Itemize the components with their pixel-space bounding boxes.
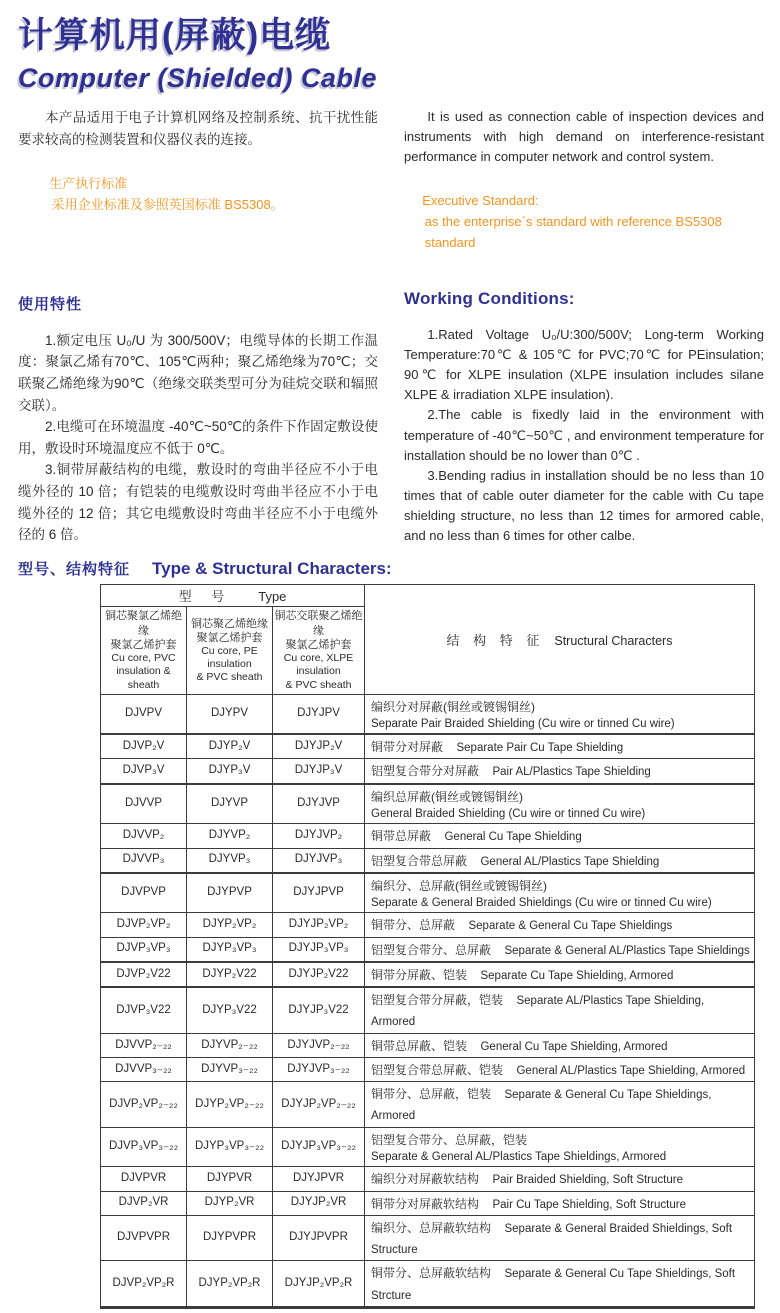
structure-desc-zh: 铝塑复合带分屏蔽，铠装 [371,993,504,1008]
type-pe-cell: DJYVP [187,784,273,824]
type-pe-cell: DJYPVPR [187,1215,273,1261]
table-row [101,1082,755,1128]
page-title-en: Computer (Shielded) Cable [18,63,378,93]
struct-header-en: Structural Characters [554,633,673,648]
table-row [101,824,755,848]
structure-desc-cell [365,1082,755,1128]
type-pe-cell: DJYP₂V22 [187,962,273,987]
usage-list-zh [18,330,378,546]
structure-desc-en: Separate Pair Braided Shielding (Cu wire or tinned Cu wire) [371,717,675,730]
table-row [101,1215,755,1261]
type-xlpe-cell: DJYJP₂VP₂R [273,1261,365,1308]
structure-desc-zh: 铝塑复合带分、总屏蔽，铠装 [371,1132,528,1147]
type-xlpe-cell: DJYJP₂V22 [273,962,365,987]
structure-desc-cell [365,962,755,987]
type-header-zh: 型 号 [178,589,233,605]
structure-desc-zh: 编织分、总屏蔽软结构 [371,1220,492,1235]
col-header-line: insulation & sheath [116,665,171,691]
table-row [101,913,755,937]
type-xlpe-cell: DJYJVP [273,784,365,824]
type-pe-cell: DJYP₃VP₃₋₂₂ [187,1127,273,1167]
type-pe-cell: DJYPV [187,694,273,734]
structure-desc-cell [365,987,755,1033]
structure-desc-cell [365,1215,755,1261]
table-row [101,873,755,913]
structure-desc-cell [365,848,755,873]
type-pvc-cell: DJVP₂VP₂ [101,913,187,937]
types-table [100,584,755,1309]
type-pvc-cell: DJVP₃VP₃₋₂₂ [101,1127,187,1167]
structure-desc-zh: 铝塑复合带分、总屏蔽 [371,942,492,957]
type-xlpe-cell: DJYJVP₃ [273,848,365,873]
table-row [101,694,755,734]
structure-desc-zh: 编织总屏蔽(铜丝或镀锡铜丝) [371,789,524,804]
type-xlpe-cell: DJYJPVPR [273,1215,365,1261]
type-pe-cell: DJYPVR [187,1167,273,1191]
type-pe-cell: DJYP₃V [187,759,273,784]
intro-column-en [404,107,764,254]
usage-item-en: 1.Rated Voltage U₀/U:300/500V; Long-term Working Temperature:70℃ & 105℃ for PVC;70℃ for PEinsulation; 90℃ for XLPE insulation (XLPE insulation includes silane XLPE & irradiation XLPE insulation). [404,326,764,403]
col-header-line: 铜芯交联聚乙烯绝缘 [274,610,363,637]
usage-heading-zh: 使用特性 [18,295,83,313]
type-pe-cell: DJYP₂VP₂₋₂₂ [187,1082,273,1128]
page-title-zh: 计算机用(屏蔽)电缆 [18,16,332,55]
intro-column-zh [18,107,378,254]
standard-title-en: Executive Standard: [422,193,539,209]
struct-header-zh: 结 构 特 征 [446,632,545,648]
standard-body-zh: 采用企业标准及参照英国标准 BS5308。 [51,196,284,212]
type-pe-cell: DJYP₃V22 [187,987,273,1033]
structure-desc-zh: 铜带总屏蔽、铠装 [371,1038,468,1053]
type-pvc-cell: DJVP₂VR [101,1191,187,1215]
type-pvc-cell: DJVPVR [101,1167,187,1191]
col-header-pe [187,607,273,694]
structure-desc-en: Separate Pair Cu Tape Shielding [456,742,624,755]
structure-desc-en: Separate & General Cu Tape Shieldings, Armored [371,1089,712,1123]
intro-paragraph-en: It is used as connection cable of inspection devices and instruments with high demand on interference-resistant performance in computer network and control system. [404,109,764,165]
structure-desc-cell [365,824,755,848]
structure-desc-en: Separate Cu Tape Shielding, Armored [480,969,674,982]
structure-desc-en: General AL/Plastics Tape Shielding [480,855,660,868]
table-heading-en: Type & Structural Characters: [152,559,392,579]
type-xlpe-cell: DJYJVP₃₋₂₂ [273,1057,365,1081]
structure-desc-zh: 铜带分、总屏蔽，铠装 [371,1087,492,1102]
usage-column-zh [18,267,378,547]
type-pe-cell: DJYP₂VP₂ [187,913,273,937]
structure-desc-en: Separate AL/Plastics Tape Shielding, Armored [371,995,705,1029]
structure-desc-cell [365,1261,755,1308]
usage-item-zh: 1.额定电压 U₀/U 为 300/500V；电缆导体的长期工作温度：聚氯乙烯有70℃、105℃两种；聚乙烯绝缘为70℃；交联聚乙烯绝缘为90℃（绝缘交联类型可分为硅烷交联和辐照交联）。 [18,332,378,413]
type-pvc-cell: DJVP₂V22 [101,962,187,987]
table-row [101,1167,755,1191]
type-xlpe-cell: DJYJP₃VP₃ [273,937,365,962]
type-pvc-cell: DJVPVPR [101,1215,187,1261]
structure-desc-en: Pair Braided Shielding, Soft Structure [492,1174,683,1187]
col-header-pvc [101,607,187,694]
type-pvc-cell: DJVVP₂ [101,824,187,848]
table-row [101,937,755,962]
structure-desc-en: General Cu Tape Shielding, Armored [480,1040,668,1053]
type-pe-cell: DJYVP₂₋₂₂ [187,1033,273,1057]
structure-desc-cell [365,694,755,734]
structure-desc-en: General AL/Plastics Tape Shielding, Armored [516,1064,746,1077]
structure-desc-en: Separate & General AL/Plastics Tape Shieldings [504,944,750,957]
table-row [101,1191,755,1215]
type-pvc-cell: DJVPV [101,694,187,734]
type-xlpe-cell: DJYJP₃V22 [273,987,365,1033]
structure-desc-cell [365,937,755,962]
type-header-en: Type [258,589,287,605]
col-header-line: 聚氯乙烯护套 [285,638,352,651]
standard-title-zh: 生产执行标准 [49,176,128,192]
col-header-line: 聚氯乙烯护套 [196,631,263,644]
structure-desc-zh: 铜带分对屏蔽软结构 [371,1196,480,1211]
structure-desc-cell [365,1057,755,1081]
table-row [101,1127,755,1167]
type-header-cell [101,585,365,607]
type-xlpe-cell: DJYJP₃V [273,759,365,784]
table-row [101,1261,755,1308]
structure-desc-zh: 铜带总屏蔽 [371,829,432,844]
col-header-line: & PVC sheath [285,678,352,691]
type-pvc-cell: DJVVP₃₋₂₂ [101,1057,187,1081]
type-pe-cell: DJYP₂VR [187,1191,273,1215]
structure-desc-zh: 编织分对屏蔽(铜丝或镀锡铜丝) [371,699,536,714]
structure-desc-en: General Braided Shielding (Cu wire or tinned Cu wire) [371,807,646,820]
structure-desc-cell [365,784,755,824]
structure-desc-cell [365,913,755,937]
type-xlpe-cell: DJYJPVR [273,1167,365,1191]
structure-desc-cell [365,1167,755,1191]
type-pvc-cell: DJVP₃VP₃ [101,937,187,962]
type-header-row [101,585,755,607]
col-header-line: 铜芯聚氯乙烯绝缘 [105,610,182,637]
usage-columns [18,267,764,547]
structure-desc-zh: 铜带分、总屏蔽软结构 [371,1266,492,1281]
structure-desc-cell [365,734,755,759]
structure-desc-en: Separate & General Cu Tape Shieldings [468,920,673,933]
type-pvc-cell: DJVVP₃ [101,848,187,873]
standard-body-en: as the enterprise`s standard with reference BS5308 standard [424,214,722,251]
type-pvc-cell: DJVPVP [101,873,187,913]
types-table-body [101,694,755,1307]
structure-desc-en: Pair AL/Plastics Tape Shielding [492,766,651,779]
structure-desc-en: Separate & General Braided Shieldings (Cu wire or tinned Cu wire) [371,897,712,910]
intro-columns [18,107,764,254]
usage-list-en [404,325,764,547]
intro-paragraph-zh: 本产品适用于电子计算机网络及控制系统、抗干扰性能要求较高的检测装置和仪器仪表的连接。 [18,110,378,147]
table-section-heading [18,558,764,579]
structure-desc-zh: 铜带分屏蔽、铠装 [371,967,468,982]
struct-header-cell [365,585,755,694]
table-row [101,987,755,1033]
type-xlpe-cell: DJYJPVP [273,873,365,913]
type-xlpe-cell: DJYJPV [273,694,365,734]
type-pvc-cell: DJVP₂V [101,734,187,759]
types-table-head [101,585,755,694]
table-row [101,962,755,987]
usage-item-zh: 2.电缆可在环境温度 -40℃~50℃的条件下作固定敷设使用，敷设时环境温度应不低于 0℃。 [18,419,378,456]
type-xlpe-cell: DJYJP₂V [273,734,365,759]
table-row [101,759,755,784]
usage-item-en: 3.Bending radius in installation should be no less than 10 times that of cable outer diameter for the cable with Cu tape shielding structure, no less than 12 times for armored cable, and no less than 6 times for other calbe. [404,467,764,544]
working-conditions-heading: Working Conditions: [404,288,575,308]
type-pe-cell: DJYP₂VP₂R [187,1261,273,1308]
structure-desc-en: Separate & General Cu Tape Shieldings, Soft Strcture [371,1268,736,1302]
structure-desc-zh: 铝塑复合带分对屏蔽 [371,764,480,779]
col-header-line: Cu core, PVC [111,652,176,665]
structure-desc-cell [365,1127,755,1167]
type-xlpe-cell: DJYJP₂VP₂ [273,913,365,937]
col-header-xlpe [273,607,365,694]
type-pvc-cell: DJVVP [101,784,187,824]
table-row [101,1033,755,1057]
structure-desc-en: Separate & General Braided Shieldings, Soft Structure [371,1222,733,1257]
standard-block-zh [18,174,378,216]
usage-item-zh: 3.铜带屏蔽结构的电缆，敷设时的弯曲半径应不小于电缆外径的 10 倍；有铠装的电缆敷设时弯曲半径应不小于电缆外径的 12 倍；其它电缆敷设时弯曲半径应不小于电缆外径的 6 倍。 [18,462,378,543]
type-xlpe-cell: DJYJVP₂ [273,824,365,848]
structure-desc-zh: 铜带分对屏蔽 [371,740,444,755]
type-pe-cell: DJYP₂V [187,734,273,759]
type-pvc-cell: DJVP₃V22 [101,987,187,1033]
structure-desc-en: Separate & General AL/Plastics Tape Shieldings, Armored [371,1150,667,1163]
structure-desc-cell [365,1191,755,1215]
type-pe-cell: DJYVP₃₋₂₂ [187,1057,273,1081]
type-pe-cell: DJYVP₂ [187,824,273,848]
usage-item-en: 2.The cable is fixedly laid in the environment with temperature of -40℃~50℃ , and environment temperature for installation should be no lower than 0℃ . [404,407,764,463]
standard-block-en [404,191,764,253]
col-header-line: & PVC sheath [196,671,263,684]
structure-desc-en: General Cu Tape Shielding [444,831,582,844]
structure-desc-zh: 铝塑复合带总屏蔽 [371,853,468,868]
structure-desc-zh: 编织分对屏蔽软结构 [371,1172,480,1187]
table-row [101,734,755,759]
usage-column-en [404,267,764,547]
type-pe-cell: DJYP₃VP₃ [187,937,273,962]
col-header-line: Cu core, PE insulation [201,645,258,671]
structure-desc-zh: 编织分、总屏蔽(铜丝或镀锡铜丝) [371,878,548,893]
table-row [101,848,755,873]
type-pvc-cell: DJVP₃V [101,759,187,784]
type-xlpe-cell: DJYJVP₂₋₂₂ [273,1033,365,1057]
col-header-line: 聚氯乙烯护套 [110,638,177,651]
structure-desc-en: Pair Cu Tape Shielding, Soft Structure [492,1198,686,1211]
table-row [101,1057,755,1081]
type-pe-cell: DJYPVP [187,873,273,913]
type-pvc-cell: DJVP₂VP₂₋₂₂ [101,1082,187,1128]
type-xlpe-cell: DJYJP₂VR [273,1191,365,1215]
structure-desc-zh: 铜带分、总屏蔽 [371,918,456,933]
type-pe-cell: DJYVP₃ [187,848,273,873]
table-heading-zh: 型号、结构特征 [18,561,131,579]
structure-desc-cell [365,873,755,913]
type-pvc-cell: DJVP₂VP₂R [101,1261,187,1308]
col-header-line: Cu core, XLPE insulation [283,652,354,678]
type-xlpe-cell: DJYJP₃VP₃₋₂₂ [273,1127,365,1167]
structure-desc-zh: 铝塑复合带总屏蔽、铠装 [371,1062,504,1077]
type-xlpe-cell: DJYJP₂VP₂₋₂₂ [273,1082,365,1128]
structure-desc-cell [365,1033,755,1057]
col-header-line: 铜芯聚乙烯绝缘 [191,617,268,630]
table-row [101,784,755,824]
structure-desc-cell [365,759,755,784]
type-pvc-cell: DJVVP₂₋₂₂ [101,1033,187,1057]
